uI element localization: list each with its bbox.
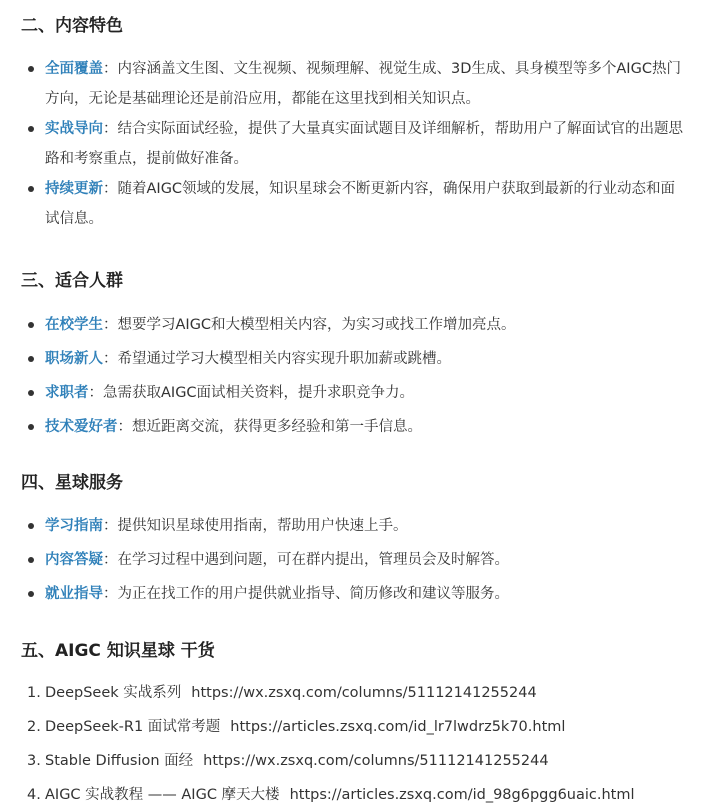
resource-label: DeepSeek-R1 面试常考题 [45,719,221,735]
resource-url[interactable]: https://wx.zsxq.com/columns/51112141255244 [191,685,537,701]
item-term: 持续更新 [45,181,103,197]
content-features-list [0,54,712,234]
item-term: 全面覆盖 [45,61,103,77]
list-item [0,342,712,376]
item-number: 4. [27,787,41,803]
item-text: ：结合实际面试经验，提供了大量真实面试题目及详细解析，帮助用户了解面试官的出题思路和考察重点，提前做好准备。 [45,121,683,167]
bullet-dot-icon [28,356,34,362]
item-term: 技术爱好者 [45,419,118,435]
list-item [0,174,712,234]
bullet-dot-icon [28,66,34,72]
list-item [0,676,712,710]
list-item [0,308,712,342]
list-item [0,744,712,778]
item-text: ：提供知识星球使用指南，帮助用户快速上手。 [103,518,408,534]
item-text: ：想近距离交流，获得更多经验和第一手信息。 [117,419,422,435]
item-term: 就业指导 [45,586,103,602]
bullet-dot-icon [28,591,34,597]
section-title-target-audience: 三、适合人群 [21,271,123,291]
bullet-dot-icon [28,126,34,132]
list-item [0,710,712,744]
resource-label: Stable Diffusion 面经 [45,753,194,769]
services-list [0,509,712,611]
item-number: 1. [27,685,41,701]
item-number: 2. [27,719,41,735]
item-text: ：急需获取AIGC面试相关资料，提升求职竞争力。 [88,385,415,401]
list-item [0,54,712,114]
item-text: ：想要学习AIGC和大模型相关内容，为实习或找工作增加亮点。 [103,317,516,333]
bullet-dot-icon [28,424,34,430]
resource-url[interactable]: https://wx.zsxq.com/columns/51112141255244 [203,753,549,769]
resources-list [0,676,712,812]
list-item [0,509,712,543]
resource-label: DeepSeek 实战系列 [45,685,182,701]
resource-url[interactable]: https://articles.zsxq.com/id_98g6pgg6uaic.html [289,787,635,803]
item-term: 实战导向 [45,121,103,137]
bullet-dot-icon [28,390,34,396]
list-item [0,376,712,410]
bullet-dot-icon [28,322,34,328]
item-text: ：在学习过程中遇到问题，可在群内提出，管理员会及时解答。 [103,552,509,568]
list-item [0,410,712,444]
item-term: 在校学生 [45,317,103,333]
item-text: ：随着AIGC领域的发展，知识星球会不断更新内容，确保用户获取到最新的行业动态和面试信息。 [45,181,676,227]
list-item [0,543,712,577]
item-term: 求职者 [45,385,89,401]
bullet-dot-icon [28,186,34,192]
bullet-dot-icon [28,557,34,563]
item-number: 3. [27,753,41,769]
section-title-content-features: 二、内容特色 [21,16,123,36]
item-term: 内容答疑 [45,552,103,568]
target-audience-list [0,308,712,444]
resource-url[interactable]: https://articles.zsxq.com/id_lr7lwdrz5k70.html [230,719,566,735]
list-item [0,114,712,174]
list-item [0,778,712,812]
item-term: 学习指南 [45,518,103,534]
list-item [0,577,712,611]
item-text: ：为正在找工作的用户提供就业指导、简历修改和建议等服务。 [103,586,509,602]
item-term: 职场新人 [45,351,103,367]
item-text: ：希望通过学习大模型相关内容实现升职加薪或跳槽。 [103,351,451,367]
section-title-services: 四、星球服务 [21,473,123,493]
item-text: ：内容涵盖文生图、文生视频、视频理解、视觉生成、3D生成、具身模型等多个AIGC热门方向，无论是基础理论还是前沿应用，都能在这里找到相关知识点。 [45,61,681,107]
resource-label: AIGC 实战教程 —— AIGC 摩天大楼 [45,787,280,803]
bullet-dot-icon [28,523,34,529]
section-title-resources: 五、AIGC 知识星球 干货 [21,641,215,661]
